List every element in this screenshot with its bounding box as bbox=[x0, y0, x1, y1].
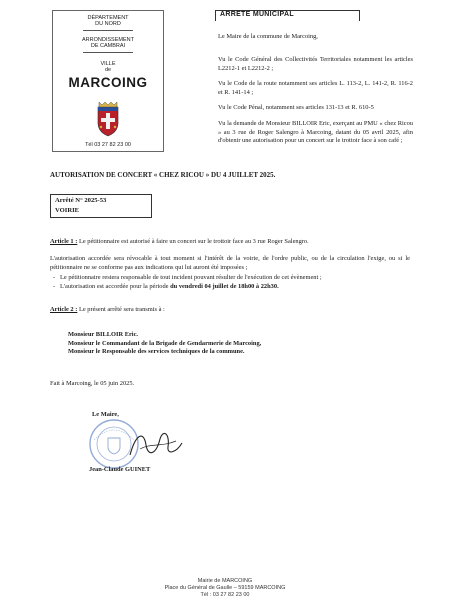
footer-name: Mairie de MARCOING bbox=[197, 578, 253, 584]
footer-phone: Tél : 03 27 82 23 00 bbox=[200, 592, 250, 598]
list-item: Monsieur BILLOIR Eric. bbox=[68, 331, 139, 338]
article-1-label: Article 1 : bbox=[50, 238, 78, 245]
article-1 bbox=[50, 238, 410, 247]
vu-cgct: Vu le Code Général des Collectivités Territoriales notamment les articles L2212-1 et L2212-2 ; bbox=[218, 56, 413, 72]
document-type: ARRETE MUNICIPAL bbox=[220, 11, 294, 18]
mayor-intro: Le Maire de la commune de Marcoing, bbox=[218, 33, 318, 40]
list-item: - Le pétitionnaire restera responsable de tout incident pouvant résulter de l'exécution de cet évènement ; bbox=[50, 274, 410, 283]
signature-scribble-icon bbox=[126, 425, 186, 465]
vu-demande: Vu la demande de Monsieur BILLOIR Eric, exerçant au PMU « chez Ricou » au 3 rue de Roger Salengro à Marcoing, datant du 05 avril 2025, afin d'obtenir une autorisation pour un concert sur le trottoir face à son café ; bbox=[218, 120, 413, 145]
signature-title: Le Maire, bbox=[92, 411, 119, 418]
recipients-list bbox=[68, 331, 408, 357]
article-1-text: Le pétitionnaire est autorisé à faire un concert sur le trottoir face au 3 rue Roger Salengro. bbox=[78, 238, 309, 245]
reference-box bbox=[50, 194, 152, 218]
vu-code-route: Vu le Code de la route notamment ses articles L. 113-2, L. 141-2, R. 116-2 et R. 141-14 ; bbox=[218, 80, 413, 96]
article-2 bbox=[50, 306, 410, 315]
list-item: Monsieur le Responsable des services techniques de la commune. bbox=[68, 348, 245, 356]
list-item bbox=[50, 283, 410, 292]
arrete-number: Arrêté N° 2025-53 bbox=[55, 197, 107, 204]
vu-code-penal: Vu le Code Pénal, notamment ses articles 131-13 et R. 610-5 bbox=[218, 104, 374, 111]
de-label: de bbox=[104, 67, 112, 73]
period-text: L'autorisation est accordée pour la période bbox=[60, 282, 169, 290]
divider bbox=[83, 30, 133, 31]
list-item: Monsieur le Commandant de la Brigade de Gendarmerie de Marcoing, bbox=[68, 339, 262, 347]
footer-address: Place du Général de Gaulle – 59159 MARCOING bbox=[164, 585, 286, 591]
municipality-header bbox=[52, 10, 164, 152]
town-name: MARCOING bbox=[68, 75, 148, 90]
revocation-paragraph: L'autorisation accordée sera révocable à tout moment si l'intérêt de la voirie, de l'ordre public, ou de la circulation l'exige, ou si le pétitionnaire ne se conforme pas aux indications qui lui auront été imposées ; bbox=[50, 255, 410, 271]
conditions-list bbox=[50, 274, 410, 291]
article-2-text: Le présent arrêté sera transmis à : bbox=[78, 306, 165, 313]
document-type-box bbox=[215, 10, 360, 21]
cambrai-label: DE CAMBRAI bbox=[90, 43, 126, 49]
period-dates: du vendredi 04 juillet de 18h00 à 22h30. bbox=[170, 282, 279, 290]
ville-label: VILLE bbox=[100, 61, 116, 67]
divider bbox=[83, 52, 133, 53]
phone-number: Tél 03 27 82 23 00 bbox=[85, 142, 131, 148]
arrondissement-label: ARRONDISSEMENT bbox=[82, 37, 134, 43]
coat-of-arms-icon bbox=[94, 101, 122, 137]
article-2-label: Article 2 : bbox=[50, 306, 78, 313]
departement-label: DÉPARTEMENT bbox=[87, 15, 129, 21]
subject-title: AUTORISATION DE CONCERT « CHEZ RICOU » DU 4 JUILLET 2025. bbox=[50, 171, 276, 179]
du-nord-label: DU NORD bbox=[95, 21, 121, 27]
mayor-name: Jean-Claude GUINET bbox=[89, 466, 151, 473]
place-date: Fait à Marcoing, le 05 juin 2025. bbox=[50, 380, 135, 387]
voirie-label: VOIRIE bbox=[55, 207, 80, 214]
